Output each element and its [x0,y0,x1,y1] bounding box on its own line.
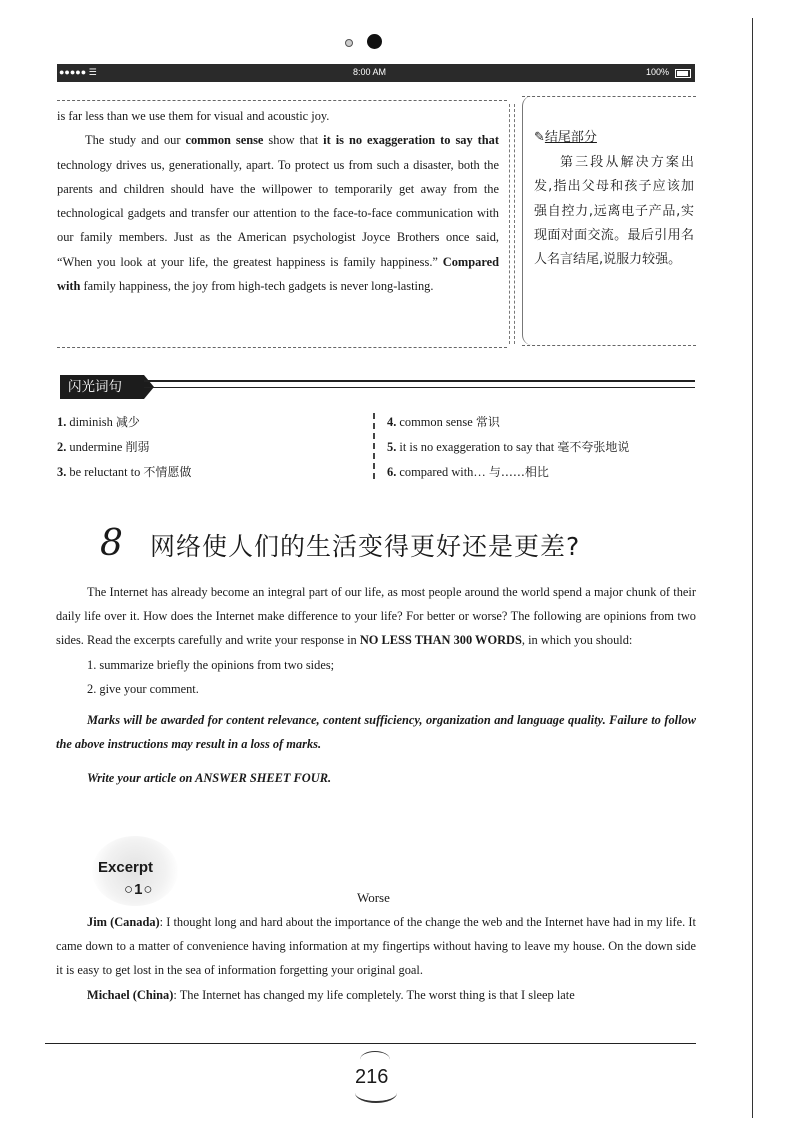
battery-icon [675,69,691,78]
excerpt-paragraph: Michael (China): The Internet has changed my life completely. The worst thing is that I sleep late [87,987,575,1002]
task-intro: The Internet has already become an integral part of our life, as most people around the world spend a major chunk of their daily life over it. How does the Internet make difference to your life? For better or worse? The following are opinions from two sides. Read the excerpts carefully and write your response in NO LESS THAN 300 WORDS, in which you should: [56,585,696,648]
task-item: 1. summarize briefly the opinions from two sides; [87,657,335,672]
key-phrase: it is no exaggeration to say that [323,133,499,148]
scan-edge-line [752,18,753,1118]
passage-divider [509,104,510,344]
excerpt-body [56,910,696,1007]
passage-paragraph [57,128,499,298]
passage-line: is far less than we use them for visual and acoustic joy. [57,109,330,123]
key-phrase: Compared with [57,254,499,294]
sensor-icon [345,39,353,47]
section-title: 网络使人们的生活变得更好还是更差? [150,532,581,561]
vocab-item: 4. common sense 常识 [387,415,500,429]
passage-divider-inner [514,104,515,344]
excerpt-heading: Worse [357,890,390,905]
excerpt-number: ○1○ [124,881,154,898]
vocab-item: 3. be reluctant to 不情愿做 [57,465,192,479]
excerpt-paragraph: Jim (Canada): I thought long and hard about the importance of the change the web and the Internet have had in my life. It came down to a matter of convenience having information at my fingertips without having to leave my house. On the down side it is easy to get lost in the sea of information forgetting your original goal. [56,915,696,978]
side-note-title [534,126,597,145]
vocab-divider [373,413,375,479]
excerpt-label: Excerpt [98,859,154,876]
signal-icon: ●●●●● ☰ [59,67,97,77]
passage-bottom-rule [57,347,507,348]
vocab-item: 1. diminish 减少 [57,415,140,429]
status-bar [57,64,695,82]
speaker-name: Jim (Canada) [87,915,160,929]
flash-phrases-rule [144,380,695,388]
essay-passage [57,104,499,298]
word-requirement: NO LESS THAN 300 WORDS [359,633,522,648]
marking-note: Marks will be awarded for content relevance, content sufficiency, organization and language quality. Failure to follow the above instructions may result in a loss of marks. [56,713,696,752]
answer-sheet-note: Write your article on ANSWER SHEET FOUR. [87,771,332,786]
passage-text: technology drives us, generationally, apart. To protect us from such a disaster, both the parents and children should have the willpower to temporarily get away from the technological gadgets and transfer our attention to the face-to-face communication with our family members. Just as the American psychologist Joyce Brothers once said, “When you look at your life, the greatest happiness is family happiness.” [57,157,499,269]
side-box-bottom-rule [522,345,696,346]
passage-text: family happiness, the joy from high-tech gadgets is never long-lasting. [80,279,434,294]
page-number-ornament [355,1083,397,1103]
passage-text: The study and our [85,133,186,148]
passage-top-rule [57,100,507,101]
camera-icon [367,34,382,49]
page-bottom-rule [45,1043,696,1044]
page-number: 216 [355,1066,389,1088]
vocab-item: 5. it is no exaggeration to say that 毫不夸张地说 [387,440,630,454]
section-number: 8 [100,523,123,564]
side-note-title-text: 结尾部分 [544,130,597,145]
pencil-icon: ✎ [534,130,545,145]
vocab-item: 6. compared with… 与……相比 [387,465,549,479]
key-phrase: common sense [185,133,264,148]
task-instructions [56,580,696,791]
side-note-text: 第三段从解决方案出发,指出父母和孩子应该加强自控力,远离电子产品,实现面对面交流。最后引用名人名言结尾,说服力较强。 [534,155,694,268]
passage-text: show that [263,133,324,148]
vocab-item: 2. undermine 削弱 [57,440,150,454]
battery-percent: 100% [645,67,669,77]
status-time: 8:00 AM [353,67,387,77]
flash-phrases-tag: 闪光词句 [60,375,144,399]
speaker-name: Michael (China) [87,987,174,1002]
task-item: 2. give your comment. [87,681,199,696]
